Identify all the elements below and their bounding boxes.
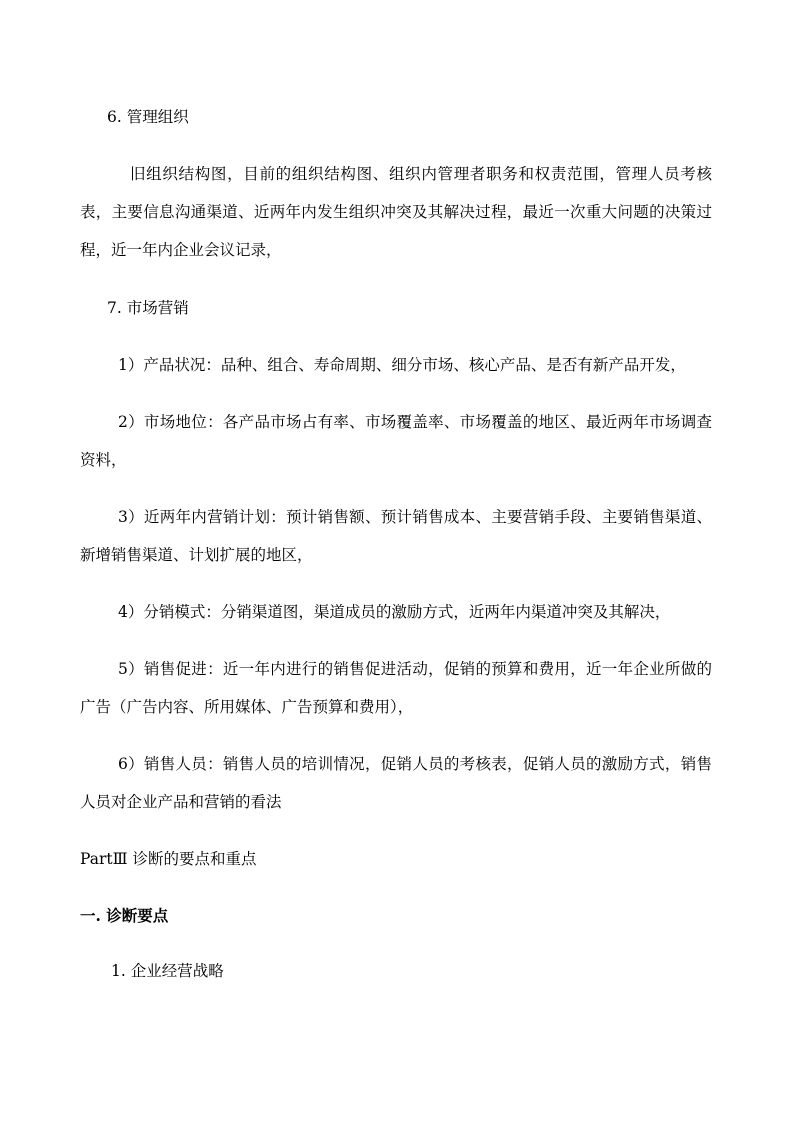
paragraph-management-organization: 旧组织结构图，目前的组织结构图、组织内管理者职务和权责范围，管理人员考核表，主要信息沟通渠道、近两年内发生组织冲突及其解决过程，最近一次重大问题的决策过程，近一年内企业会议记录， <box>80 165 712 259</box>
list-item-business-strategy: 1. 企业经营战略 <box>111 962 224 980</box>
list-item-product-status: 1）产品状况：品种、组合、寿命周期、细分市场、核心产品、是否有新产品开发， <box>118 356 686 374</box>
part-title: PartⅢ 诊断的要点和重点 <box>80 850 257 868</box>
subheading-diagnosis-points: 一. 诊断要点 <box>80 906 169 925</box>
list-item-sales-staff: 6）销售人员：销售人员的培训情况，促销人员的考核表，促销人员的激励方式，销售人员对企业产品和营销的看法 <box>80 755 712 811</box>
section-heading-management-organization: 6. 管理组织 <box>107 108 189 126</box>
section-heading-marketing: 7. 市场营销 <box>107 299 189 317</box>
list-item-market-position: 2）市场地位：各产品市场占有率、市场覆盖率、市场覆盖的地区、最近两年市场调查资料， <box>80 413 712 469</box>
list-item-marketing-plan: 3）近两年内营销计划：预计销售额、预计销售成本、主要营销手段、主要销售渠道、新增销售渠道、计划扩展的地区， <box>80 508 712 564</box>
list-item-sales-promotion: 5）销售促进：近一年内进行的销售促进活动，促销的预算和费用，近一年企业所做的广告（广告内容、所用媒体、广告预算和费用）， <box>80 660 712 716</box>
list-item-distribution-mode: 4）分销模式：分销渠道图，渠道成员的激励方式，近两年内渠道冲突及其解决， <box>118 603 671 621</box>
